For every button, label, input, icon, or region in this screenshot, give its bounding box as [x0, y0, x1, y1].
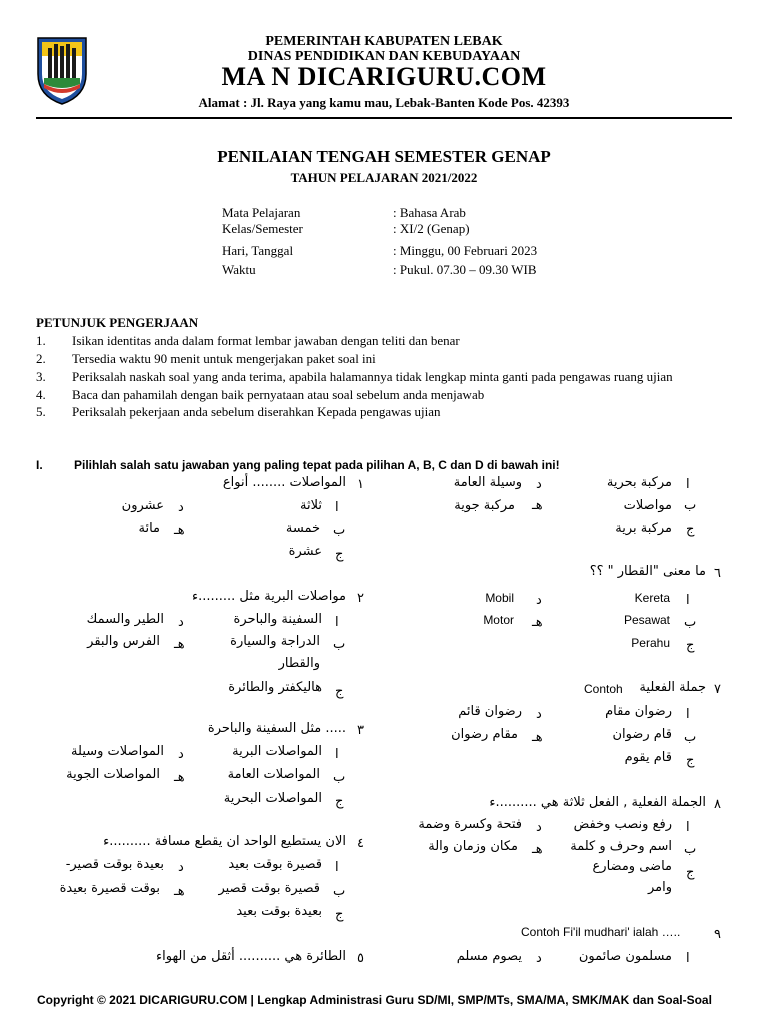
option-c: Perahu	[631, 636, 670, 650]
option-letter: ب	[684, 615, 697, 630]
option-letter: د	[178, 860, 184, 875]
option-letter: ب	[684, 842, 697, 857]
school-address: Alamat : Jl. Raya yang kamu mau, Lebak-Banten Kode Pos. 42393	[198, 95, 570, 110]
option-letter: ا	[335, 615, 339, 630]
option-h: مركبة جوية	[454, 498, 515, 513]
option-letter: د	[536, 707, 542, 722]
option-letter: د	[536, 820, 542, 835]
option-h: بوقت قصيرة بعيدة	[59, 881, 160, 896]
question-5-text: الطائرة هي .......... أثقل من الهواء	[156, 949, 346, 964]
option-letter: ب	[684, 498, 697, 513]
question-number: ٤	[357, 836, 364, 851]
option-c: قام يقوم	[624, 750, 672, 765]
option-letter: هـ	[532, 498, 543, 513]
option-b: Pesawat	[623, 613, 670, 627]
question-number: ٨	[714, 797, 721, 812]
instruction-num: 3.	[36, 369, 46, 384]
option-d: فتحة وكسرة وضمة	[418, 817, 522, 832]
option-letter: ا	[686, 477, 690, 492]
option-c: مركبة برية	[615, 521, 672, 536]
question-2-text: مواصلات البرية مثل .........ء	[191, 589, 346, 604]
option-d: عشرون	[121, 498, 164, 513]
question-number: ٥	[357, 951, 364, 966]
option-letter: ب	[333, 637, 346, 652]
question-number: ١	[357, 477, 364, 492]
question-9-text: Contoh Fi'il mudhari' ialah …..	[521, 925, 681, 939]
option-b: الدراجة والسيارة	[230, 634, 320, 649]
option-letter: ب	[333, 884, 346, 899]
instruction-text: Isikan identitas anda dalam format lembar jawaban dengan teliti dan benar	[72, 333, 460, 348]
option-letter: ج	[686, 865, 695, 880]
question-number: ٩	[714, 927, 721, 942]
option-c: بعيدة بوقت بعيد	[236, 904, 322, 919]
question-4-text: الان يستطيع الواحد ان يقطع مسافة ..........ء	[103, 834, 346, 849]
option-d: Mobil	[485, 591, 514, 605]
option-letter: هـ	[532, 842, 543, 857]
school-name: MA N DICARIGURU.COM	[221, 62, 547, 91]
option-letter: هـ	[174, 884, 185, 899]
question-number: ٣	[357, 723, 364, 738]
option-letter: ا	[686, 593, 690, 608]
header-department: DINAS PENDIDIKAN DAN KEBUDAYAAN	[247, 49, 521, 64]
header-divider	[36, 117, 732, 119]
info-value-subject: : Bahasa Arab	[393, 205, 466, 220]
instruction-num: 4.	[36, 387, 46, 402]
exam-title: PENILAIAN TENGAH SEMESTER GENAP	[217, 147, 551, 166]
option-c-cont: وامر	[647, 880, 672, 895]
question-8-text: الجملة الفعلية , الفعل ثلاثة هي ..........ء	[489, 795, 706, 810]
option-letter: ج	[686, 522, 695, 537]
option-c: المواصلات البحرية	[223, 791, 322, 806]
option-d: يصوم مسلم	[456, 949, 522, 964]
option-h: Motor	[483, 613, 514, 627]
option-letter: ب	[333, 770, 346, 785]
option-b: خمسة	[285, 521, 320, 536]
instruction-text: Tersedia waktu 90 menit untuk mengerjakan paket soal ini	[72, 351, 376, 366]
info-label-subject: Mata Pelajaran	[222, 205, 301, 220]
question-7-latin: Contoh	[584, 682, 623, 696]
option-h: مكان وزمان والة	[428, 839, 518, 854]
option-h: المواصلات الجوية	[66, 767, 160, 782]
question-number: ٧	[714, 682, 721, 697]
exam-year: TAHUN PELAJARAN 2021/2022	[290, 170, 478, 185]
info-value-class: : XI/2 (Genap)	[393, 221, 470, 236]
option-letter: ا	[686, 707, 690, 722]
footer-spacer	[36, 990, 732, 991]
instruction-num: 2.	[36, 351, 46, 366]
option-letter: ج	[335, 547, 344, 562]
instruction-text: Periksalah pekerjaan anda sebelum diserahkan Kepada pengawas ujian	[72, 404, 441, 419]
question-7-text: جملة الفعلية	[639, 680, 706, 695]
option-c: عشرة	[288, 544, 322, 559]
instruction-text: Baca dan pahamilah dengan baik pernyataan atau soal sebelum anda menjawab	[72, 387, 485, 402]
option-letter: هـ	[532, 730, 543, 745]
option-d: المواصلات وسيلة	[71, 744, 164, 759]
option-d: رضوان قائم	[458, 704, 522, 719]
info-value-time: : Pukul. 07.30 – 09.30 WIB	[393, 262, 537, 277]
option-b-cont: والقطار	[278, 656, 320, 671]
option-a: رضوان مقام	[605, 704, 672, 719]
option-d: الطير والسمك	[86, 612, 164, 627]
option-a: السفينة والباحرة	[233, 612, 322, 627]
instruction-num: 5.	[36, 404, 46, 419]
option-d: وسيلة العامة	[453, 475, 522, 490]
option-h: مقام رضوان	[451, 727, 518, 742]
option-letter: هـ	[174, 523, 185, 538]
option-letter: هـ	[532, 615, 543, 630]
option-b: قام رضوان	[612, 727, 672, 742]
question-6-text: ما معنى "القطار " ؟؟	[589, 564, 706, 579]
option-letter: ا	[335, 500, 339, 515]
option-a: مركبة بحرية	[606, 475, 672, 490]
option-h: مائة	[138, 521, 160, 536]
question-number: ٢	[357, 591, 364, 606]
option-c: ماضى ومضارع	[592, 859, 672, 874]
info-label-class: Kelas/Semester	[222, 221, 303, 236]
info-label-date: Hari, Tanggal	[222, 243, 294, 258]
option-letter: د	[178, 615, 184, 630]
section-number: I.	[36, 458, 43, 472]
question-3-text: ..... مثل السفينة والباحرة	[207, 721, 346, 736]
section-instruction: Pilihlah salah satu jawaban yang paling tepat pada pilihan A, B, C dan D di bawah ini!	[74, 458, 560, 472]
question-number: ٦	[714, 566, 721, 581]
option-letter: ج	[335, 907, 344, 922]
option-d: بعيدة بوقت قصير-	[65, 857, 164, 872]
option-letter: د	[178, 500, 184, 515]
option-a: رفع ونصب وخفض	[573, 817, 672, 832]
option-b: اسم وحرف و كلمة	[570, 839, 672, 854]
option-b: المواصلات العامة	[227, 767, 320, 782]
option-a: ثلاثة	[300, 498, 322, 513]
option-letter: د	[178, 747, 184, 762]
option-h: الفرس والبقر	[87, 634, 160, 649]
question-1-text: المواصلات ........ أنواع	[222, 475, 346, 490]
header-government: PEMERINTAH KABUPATEN LEBAK	[265, 34, 503, 49]
option-b: قصيرة بوقت قصير	[218, 881, 320, 896]
option-letter: ج	[686, 638, 695, 653]
option-a: المواصلات البرية	[232, 744, 322, 759]
instruction-num: 1.	[36, 333, 46, 348]
option-letter: د	[536, 477, 542, 492]
option-letter: د	[536, 951, 542, 966]
footer-copyright: Copyright © 2021 DICARIGURU.COM | Lengkap Administrasi Guru SD/MI, SMP/MTs, SMA/MA, SMK/MAK dan Soal-Soal	[37, 993, 712, 1007]
option-a: مسلمون صائمون	[578, 949, 672, 964]
instruction-text: Periksalah naskah soal yang anda terima, apabila halamannya tidak lengkap minta ganti pada pengawas ruang ujian	[72, 369, 673, 384]
option-letter: هـ	[174, 770, 185, 785]
option-letter: ا	[686, 820, 690, 835]
option-a: Kereta	[634, 591, 670, 605]
option-letter: هـ	[174, 637, 185, 652]
option-letter: ج	[335, 684, 344, 699]
option-letter: ا	[686, 951, 690, 966]
option-letter: ا	[335, 747, 339, 762]
option-letter: ب	[333, 523, 346, 538]
option-letter: د	[536, 593, 542, 608]
option-letter: ب	[684, 730, 697, 745]
info-value-date: : Minggu, 00 Februari 2023	[393, 243, 538, 258]
option-c: هاليكفتر والطائرة	[228, 680, 322, 695]
option-b: مواصلات	[623, 498, 672, 513]
option-letter: ا	[335, 860, 339, 875]
option-a: قصيرة بوقت بعيد	[228, 857, 322, 872]
info-label-time: Waktu	[222, 262, 256, 277]
instructions-title: PETUNJUK PENGERJAAN	[36, 315, 199, 330]
option-letter: ج	[686, 753, 695, 768]
option-letter: ج	[335, 794, 344, 809]
